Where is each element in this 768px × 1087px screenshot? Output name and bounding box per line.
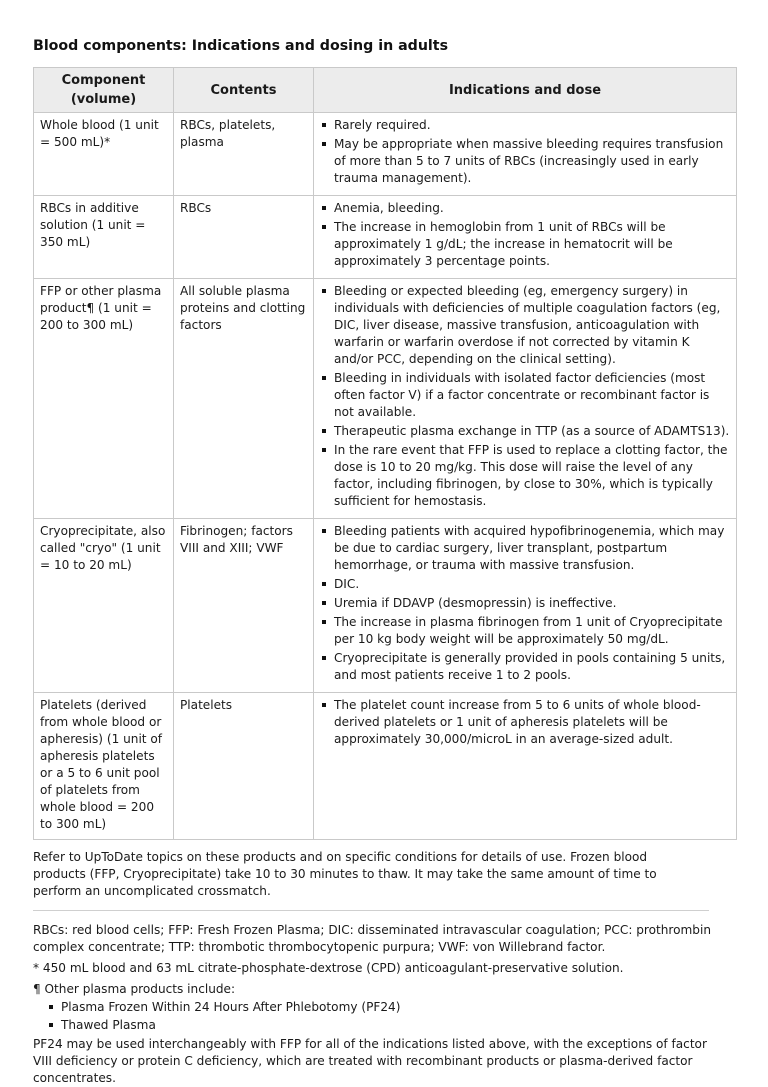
indication-item: Bleeding in individuals with isolated factor deficiencies (most often factor V) if a factor concentrate or recombinant factor is not available. [320, 370, 731, 421]
footnotes [33, 922, 735, 1087]
indication-item: In the rare event that FFP is used to replace a clotting factor, the dose is 10 to 20 mg/kg. This dose will raise the level of any factor, including fibrinogen, by close to 30%, which is typically sufficient for hemostasis. [320, 442, 731, 510]
indications-cell [314, 519, 737, 693]
indication-item: The platelet count increase from 5 to 6 units of whole blood-derived platelets or 1 unit of apheresis platelets will be approximately 30,000/microL in an average-sized adult. [320, 697, 731, 748]
other-plasma-products-list [47, 999, 735, 1034]
indication-item: Uremia if DDAVP (desmopressin) is ineffective. [320, 595, 731, 612]
indications-cell [314, 693, 737, 840]
contents-cell: RBCs, platelets, plasma [174, 113, 314, 196]
component-cell: Cryoprecipitate, also called "cryo" (1 unit = 10 to 20 mL) [34, 519, 174, 693]
indications-cell [314, 196, 737, 279]
indication-item: Bleeding patients with acquired hypofibrinogenemia, which may be due to cardiac surgery, liver transplant, postpartum hemorrhage, or trauma with massive transfusion. [320, 523, 731, 574]
indication-item: Therapeutic plasma exchange in TTP (as a source of ADAMTS13). [320, 423, 731, 440]
divider [33, 910, 709, 911]
table-header-row [34, 68, 737, 113]
asterisk-footnote: * 450 mL blood and 63 mL citrate-phosphate-dextrose (CPD) anticoagulant-preservative solution. [33, 961, 624, 975]
indication-item: Rarely required. [320, 117, 731, 134]
note-text: Refer to UpToDate topics on these products and on specific conditions for details of use. Frozen blood products (FFP, Cryoprecipitate) take 10 to 30 minutes to thaw. It may take the same amount of time to perform an uncomplicated crossmatch. [33, 850, 657, 898]
indication-item: Cryoprecipitate is generally provided in pools containing 5 units, and most patients receive 1 to 2 pools. [320, 650, 731, 684]
blood-components-table [33, 67, 737, 840]
table-note [33, 849, 701, 900]
table-title: Blood components: Indications and dosing in adults [33, 38, 449, 54]
indication-item: May be appropriate when massive bleeding requires transfusion of more than 5 to 7 units of RBCs (increasingly used in early trauma management). [320, 136, 731, 187]
indication-item: Bleeding or expected bleeding (eg, emergency surgery) in individuals with deficiencies of multiple coagulation factors (eg, DIC, liver disease, massive transfusion, anticoagulation with warfarin or warfarin overdose if not corrected by vitamin K and/or PCC, depending on the clinical setting). [320, 283, 731, 368]
table-row [34, 693, 737, 840]
table-row [34, 196, 737, 279]
header-component: Component (volume) [34, 68, 174, 113]
contents-cell: All soluble plasma proteins and clotting factors [174, 279, 314, 519]
indications-cell [314, 279, 737, 519]
abbreviations-footnote: RBCs: red blood cells; FFP: Fresh Frozen Plasma; DIC: disseminated intravascular coagulation; PCC: prothrombin complex concentrate; TTP: thrombotic thrombocytopenic purpura; VWF: von Willebrand factor. [33, 923, 712, 954]
list-item: Thawed Plasma [47, 1017, 735, 1034]
pilcrow-footnote-intro: ¶ Other plasma products include: [33, 982, 236, 996]
table-row [34, 519, 737, 693]
table-row [34, 113, 737, 196]
header-contents: Contents [174, 68, 314, 113]
header-indications: Indications and dose [314, 68, 737, 113]
indication-item: DIC. [320, 576, 731, 593]
indication-item: The increase in hemoglobin from 1 unit of RBCs will be approximately 1 g/dL; the increase in hematocrit will be approximately 3 percentage points. [320, 219, 731, 270]
contents-cell: Platelets [174, 693, 314, 840]
component-cell: FFP or other plasma product¶ (1 unit = 200 to 300 mL) [34, 279, 174, 519]
indication-item: Anemia, bleeding. [320, 200, 731, 217]
indications-cell [314, 113, 737, 196]
component-cell: Platelets (derived from whole blood or apheresis) (1 unit of apheresis platelets or a 5 to 6 unit pool of platelets from whole blood = 200 to 300 mL) [34, 693, 174, 840]
indication-item: The increase in plasma fibrinogen from 1 unit of Cryoprecipitate per 10 kg body weight will be approximately 50 mg/dL. [320, 614, 731, 648]
component-cell: Whole blood (1 unit = 500 mL)* [34, 113, 174, 196]
list-item: Plasma Frozen Within 24 Hours After Phlebotomy (PF24) [47, 999, 735, 1016]
component-cell: RBCs in additive solution (1 unit = 350 mL) [34, 196, 174, 279]
contents-cell: Fibrinogen; factors VIII and XIII; VWF [174, 519, 314, 693]
table-row [34, 279, 737, 519]
pf24-footnote: PF24 may be used interchangeably with FFP for all of the indications listed above, with the exceptions of factor VIII deficiency or protein C deficiency, which are treated with recombinant products or plasma-derived factor concentrates. [33, 1037, 707, 1085]
contents-cell: RBCs [174, 196, 314, 279]
